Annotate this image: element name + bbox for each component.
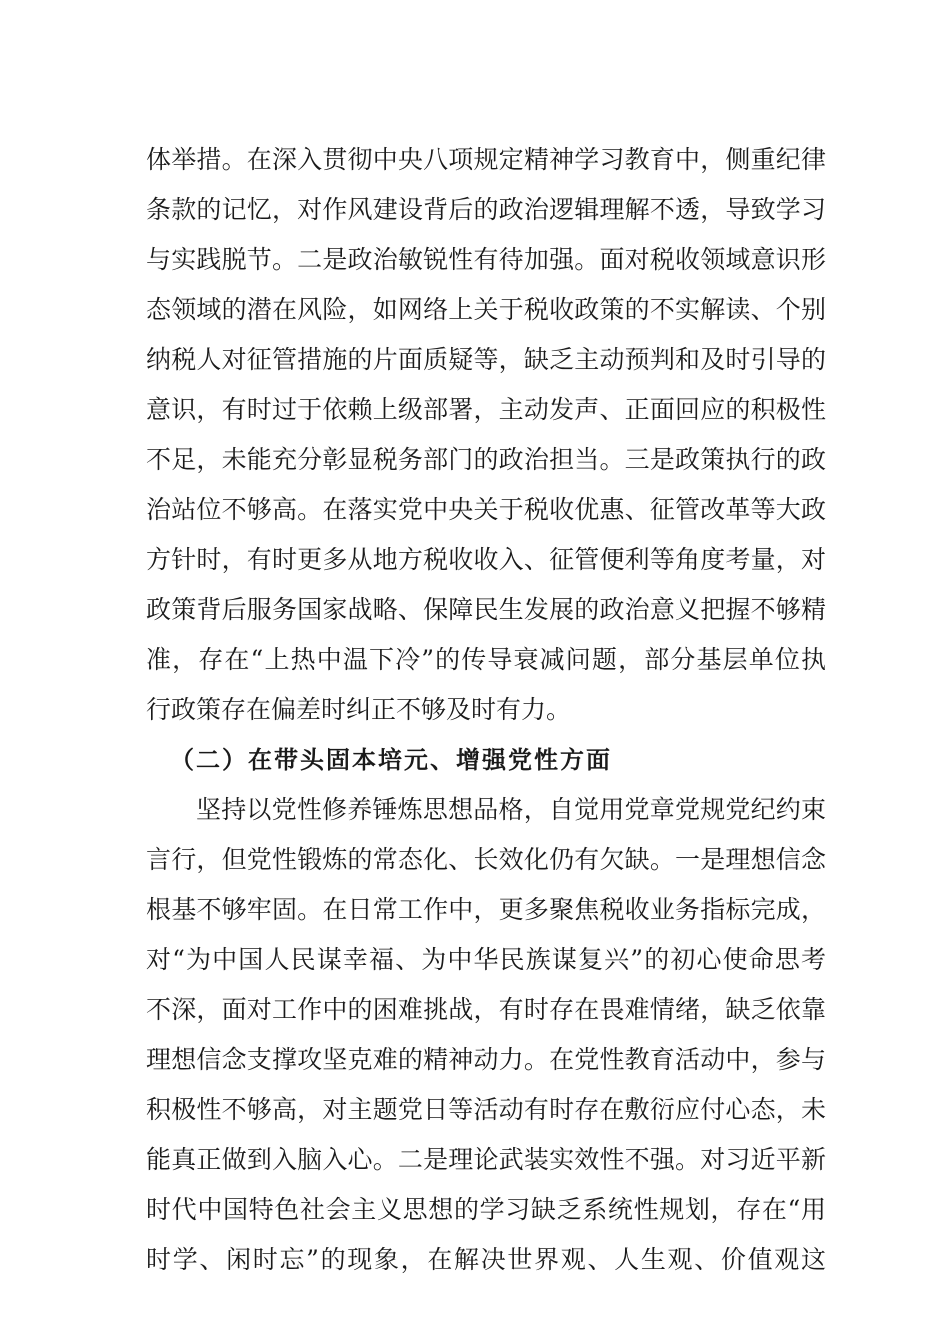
paragraph-1-line: 准，存在“上热中温下冷”的传导衰减问题，部分基层单位执 [146,645,826,674]
paragraph-2-line: 时代中国特色社会主义思想的学习缺乏系统性规划，存在“用 [146,1195,826,1224]
paragraph-2-line: 能真正做到入脑入心。二是理论武装实效性不强。对习近平新 [146,1145,826,1174]
section-heading: （二）在带头固本培元、增强党性方面 [170,746,612,774]
paragraph-2-line: 坚持以党性修养锤炼思想品格，自觉用党章党规党纪约束 [196,795,826,824]
paragraph-2-line: 不深，面对工作中的困难挑战，有时存在畏难情绪，缺乏依靠 [146,995,826,1024]
paragraph-1-line: 纳税人对征管措施的片面质疑等，缺乏主动预判和及时引导的 [146,345,826,374]
paragraph-1-line: 治站位不够高。在落实党中央关于税收优惠、征管改革等大政 [146,495,826,524]
paragraph-2-line: 言行，但党性锻炼的常态化、长效化仍有欠缺。一是理想信念 [146,845,826,874]
paragraph-1-line: 与实践脱节。二是政治敏锐性有待加强。面对税收领域意识形 [146,245,826,274]
paragraph-1-line: 态领域的潜在风险，如网络上关于税收政策的不实解读、个别 [146,295,826,324]
paragraph-2-line: 理想信念支撑攻坚克难的精神动力。在党性教育活动中，参与 [146,1045,826,1074]
paragraph-1-line: 意识，有时过于依赖上级部署，主动发声、正面回应的积极性 [146,395,826,424]
paragraph-2-line: 根基不够牢固。在日常工作中，更多聚焦税收业务指标完成， [146,895,826,924]
paragraph-1-line: 条款的记忆，对作风建设背后的政治逻辑理解不透，导致学习 [146,195,826,224]
paragraph-1-line: 方针时，有时更多从地方税收收入、征管便利等角度考量，对 [146,545,826,574]
paragraph-1-line: 不足，未能充分彰显税务部门的政治担当。三是政策执行的政 [146,445,826,474]
paragraph-2-line: 时学、闲时忘”的现象，在解决世界观、人生观、价值观这 [146,1245,826,1274]
paragraph-1-line: 体举措。在深入贯彻中央八项规定精神学习教育中，侧重纪律 [146,145,826,174]
paragraph-2-line: 对“为中国人民谋幸福、为中华民族谋复兴”的初心使命思考 [146,945,826,974]
paragraph-2-line: 积极性不够高，对主题党日等活动有时存在敷衍应付心态，未 [146,1095,826,1124]
paragraph-1-line: 行政策存在偏差时纠正不够及时有力。 [146,695,572,724]
paragraph-1-line: 政策背后服务国家战略、保障民生发展的政治意义把握不够精 [146,595,826,624]
